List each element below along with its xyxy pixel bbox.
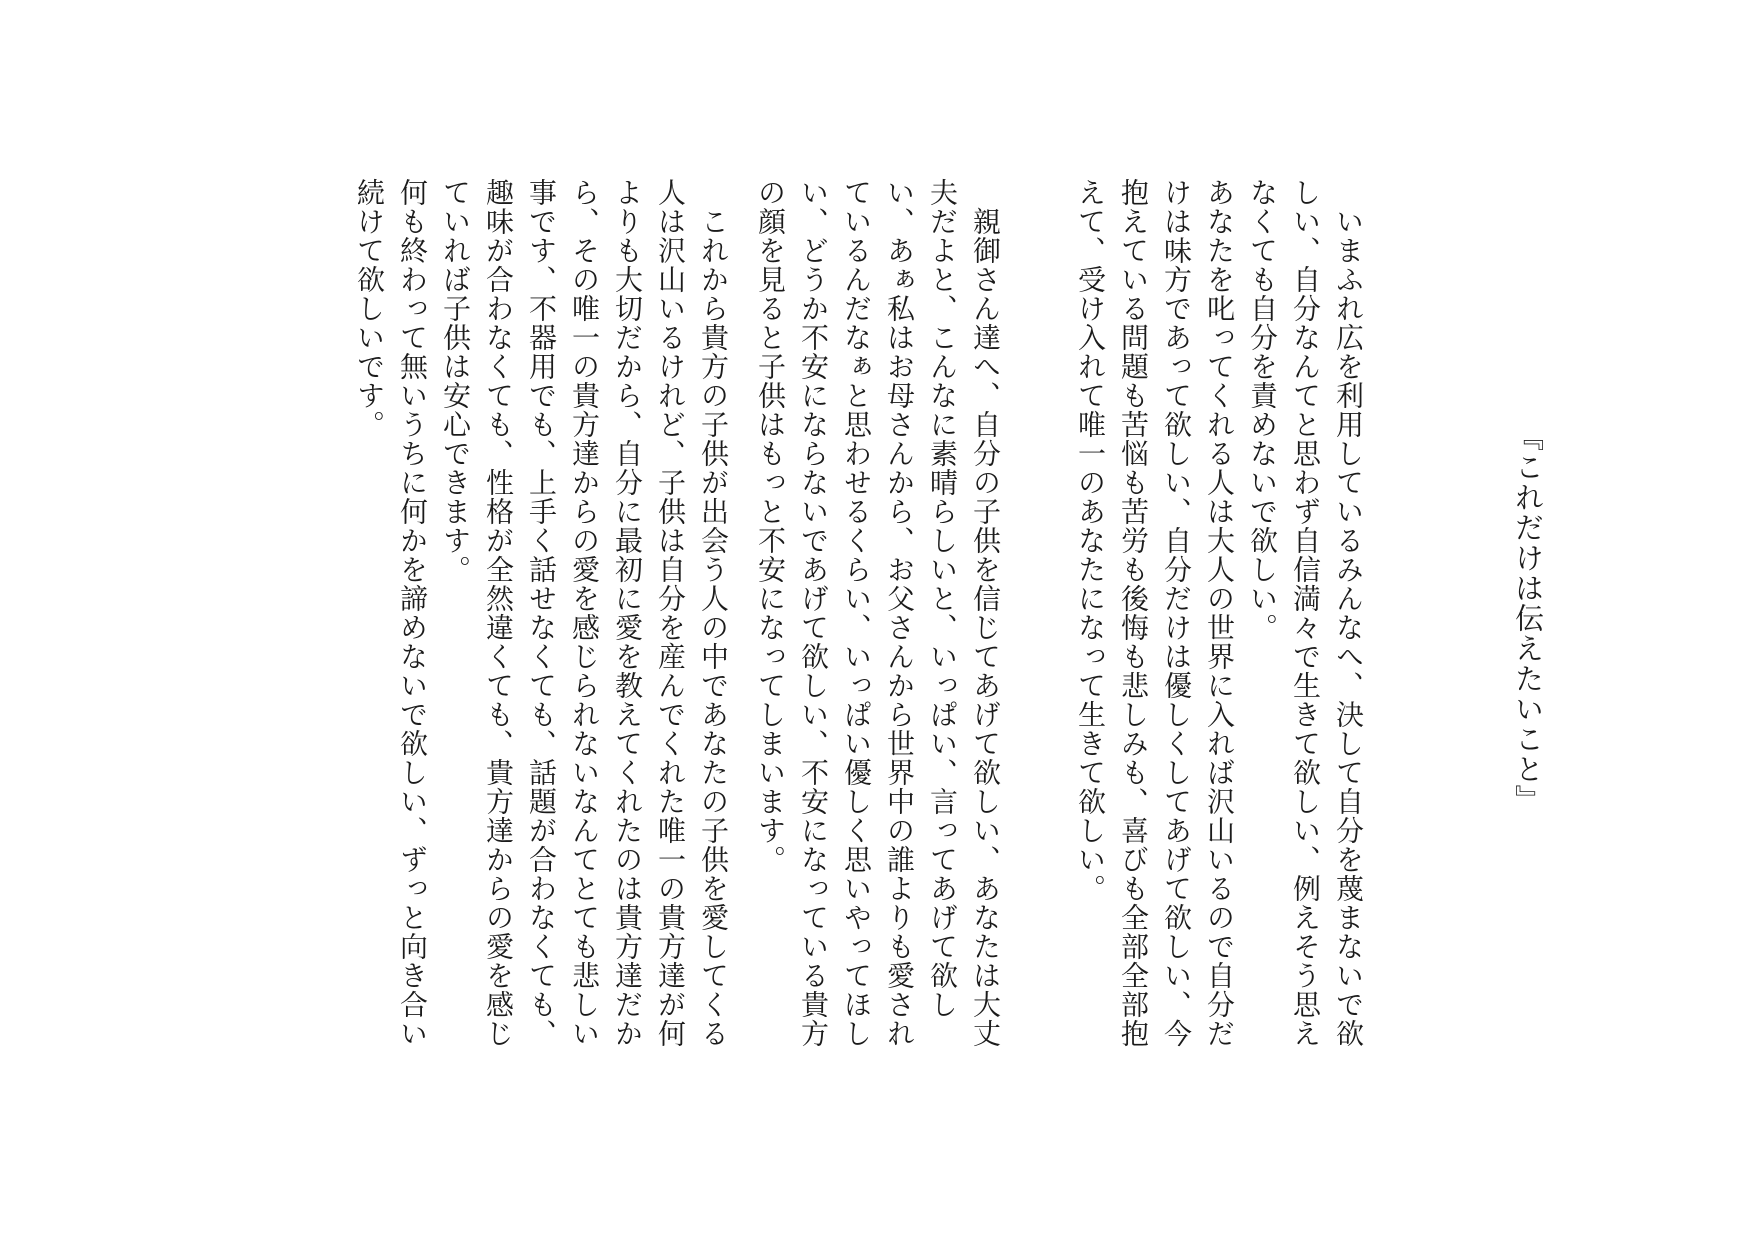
paragraph-4: これから貴方の子供が出会う人の中であなたの子供を愛してくる人は沢山いるけれど、子供は自分を産んでくれた唯一の貴方達が何よりも大切だから、自分に最初に愛を教えてくれたのは貴方達だから、その唯一の貴方達からの愛を感じられないなんてとても悲しい事です、不器用でも、上手く話せなくても、話題が合わなくても、趣味が合わなくても、性格が全然違くても、貴方達からの愛を感じていれば子供は安心できます。 (439, 178, 730, 1048)
paragraph-1: いまふれ広を利用しているみんなへ、決して自分を蔑まないで欲しい、自分なんてと思わず自信満々で生きて欲しい、例えそう思えなくても自分を責めないで欲しい。 (1246, 178, 1365, 1048)
document-title: 『これだけは伝えたいこと』 (1511, 422, 1545, 815)
body-text (348, 178, 1370, 1241)
paragraph-2: あなたを叱ってくれる人は大人の世界に入れば沢山いるので自分だけは味方であって欲しい、自分だけは優しくしてあげて欲しい、今抱えている問題も苦悩も苦労も後悔も悲しみも、喜びも全部全部抱えて、受け入れて唯一のあなたになって生きて欲しい。 (1074, 178, 1236, 1048)
vertical-text-layout (348, 0, 1755, 1241)
paragraph-3: 親御さん達へ、自分の子供を信じてあげて欲しい、あなたは大丈夫だよと、こんなに素晴らしいと、いっぱい、言ってあげて欲しい、あぁ私はお母さんから、お父さんから世界中の誰よりも愛されているんだなぁと思わせるくらい、いっぱい優しく思いやってほしい、どうか不安にならないであげて欲しい、不安になっている貴方の顔を見ると子供はもっと不安になってしまいます。 (754, 178, 1002, 1048)
paragraph-5: 何も終わって無いうちに何かを諦めないで欲しい、ずっと向き合い続けて欲しいです。 (353, 178, 429, 1048)
